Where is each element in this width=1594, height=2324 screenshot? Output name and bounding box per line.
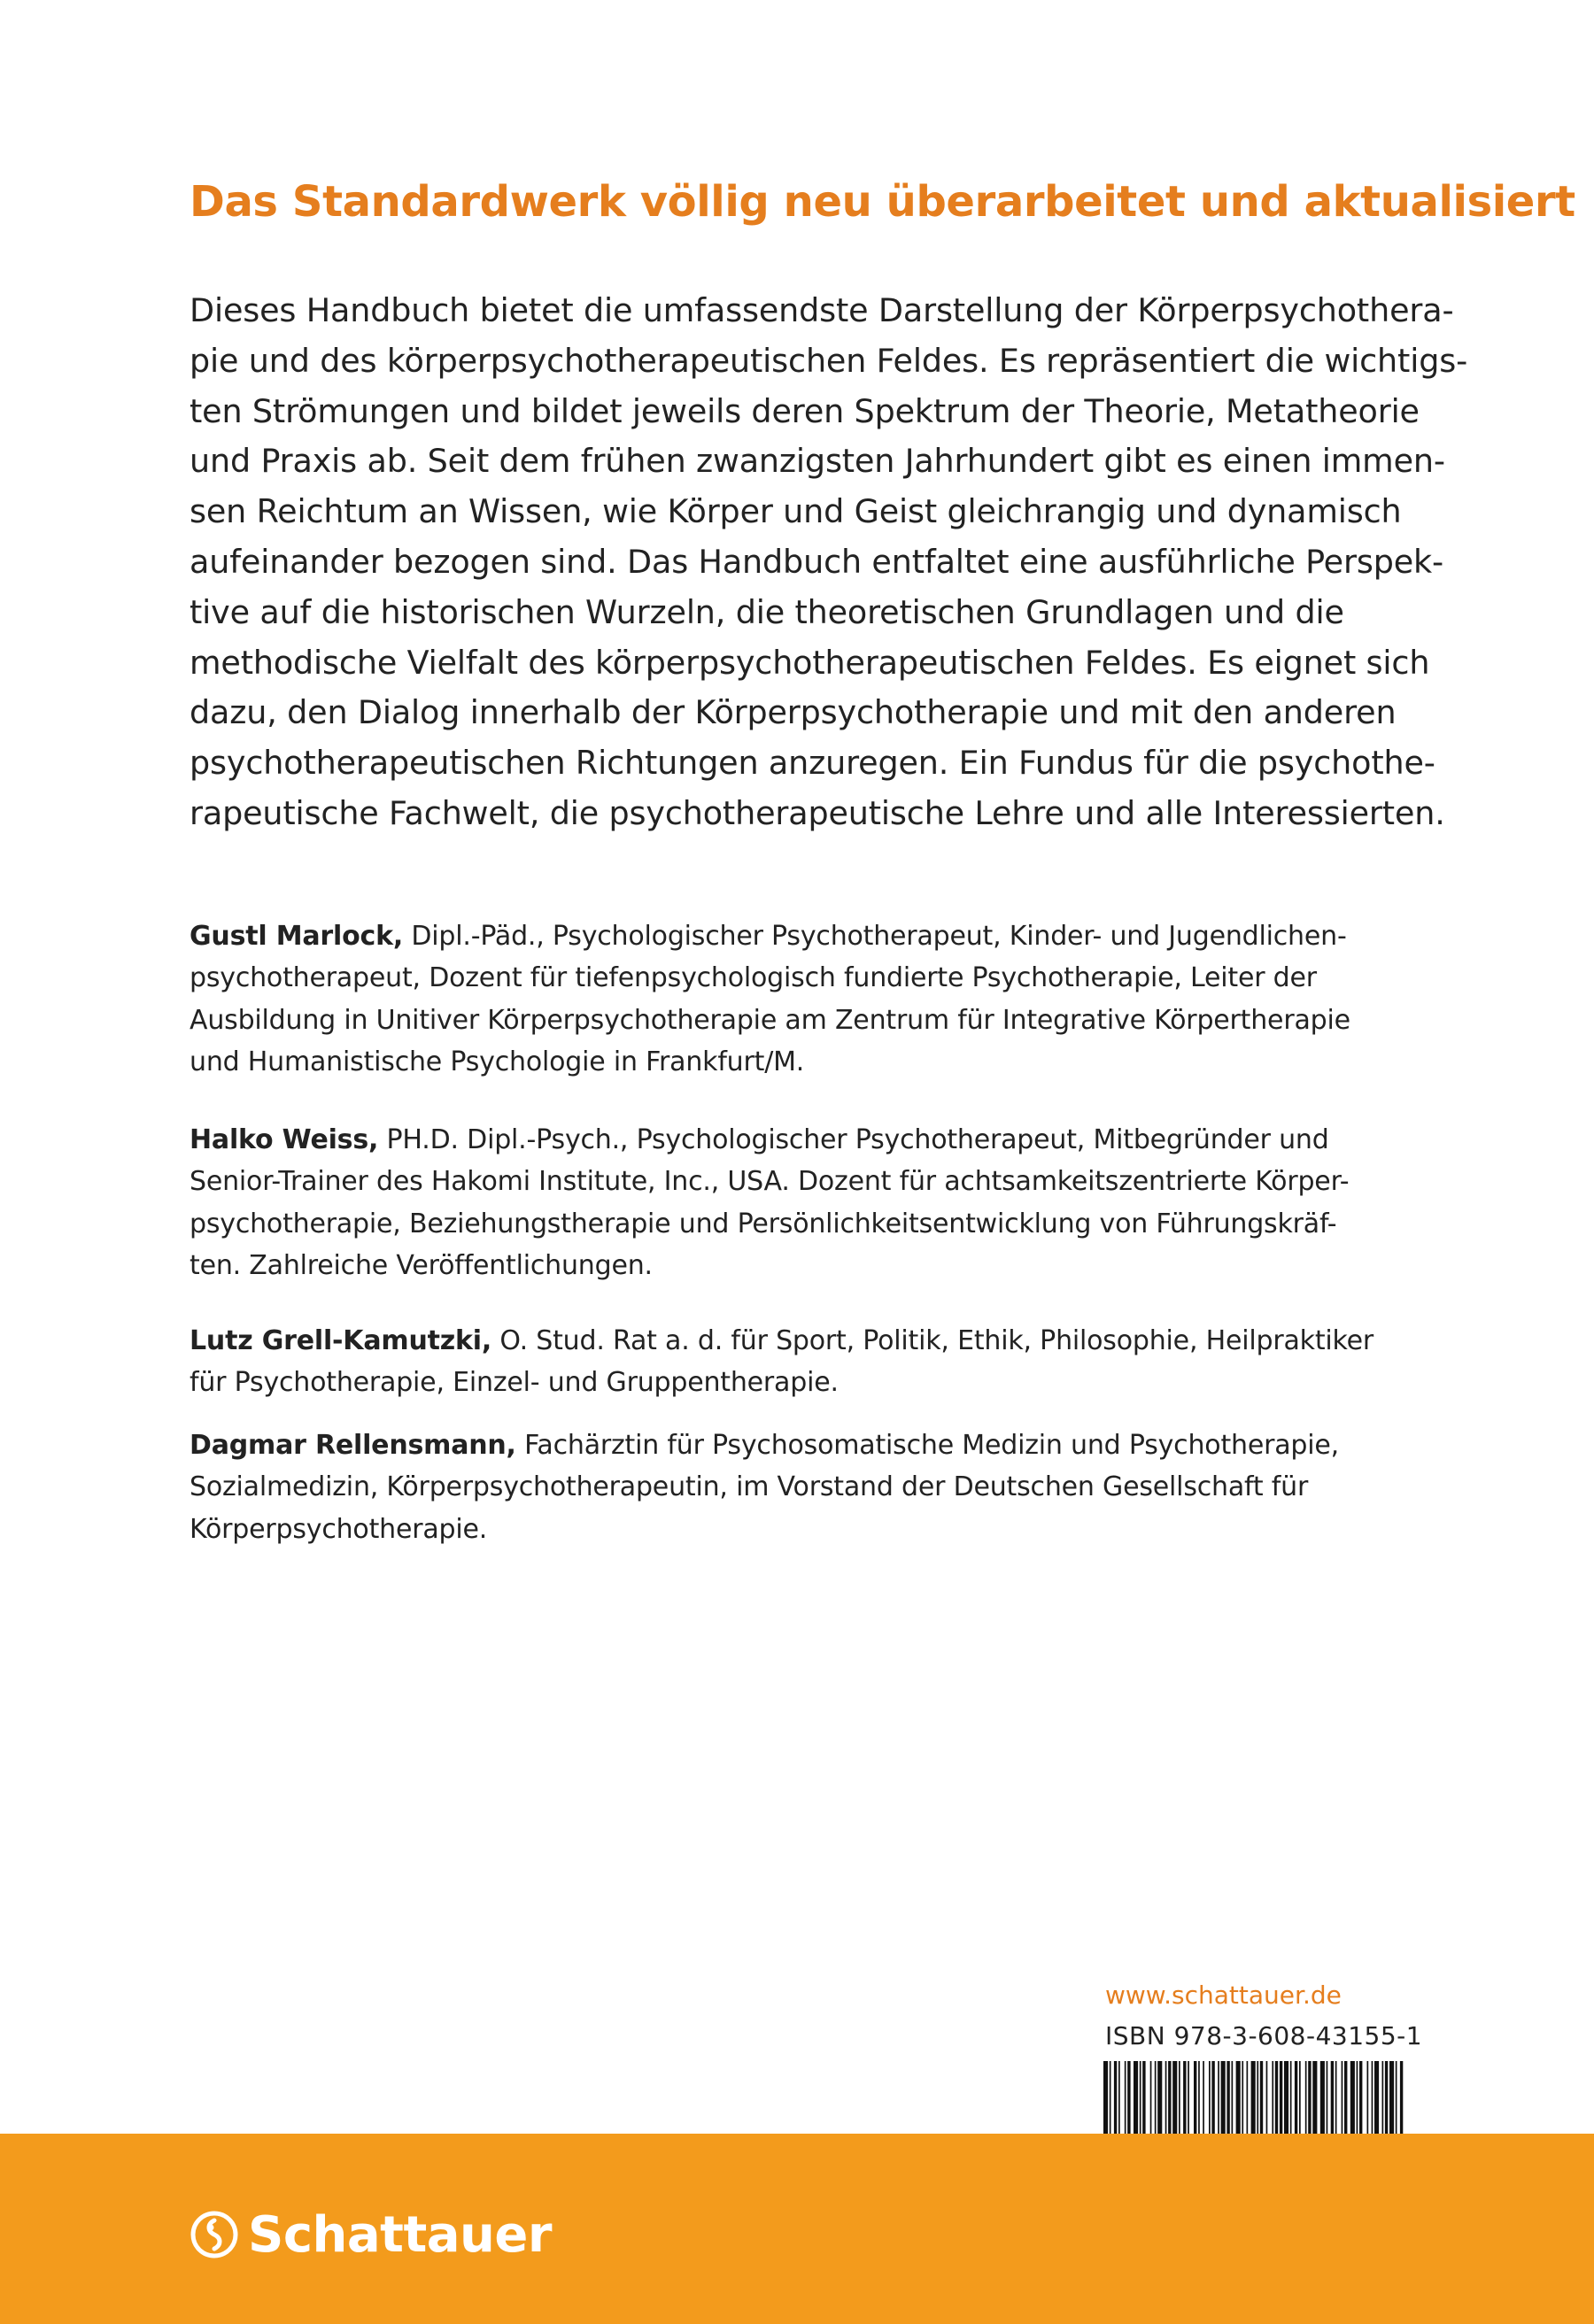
barcode-bar xyxy=(1127,2061,1130,2134)
bio-line: psychotherapie, Beziehungstherapie und Persönlichkeitsentwicklung von Führungskräf- xyxy=(190,1208,1337,1239)
barcode-bar xyxy=(1350,2061,1355,2134)
barcode-bar xyxy=(1344,2061,1347,2134)
bio-text: Dipl.-Päd., Psychologischer Psychotherapeut, Kinder- und Jugendlichen- xyxy=(403,921,1347,952)
bio-text: O. Stud. Rat a. d. für Sport, Politik, Ethik, Philosophie, Heilpraktiker xyxy=(491,1325,1374,1356)
barcode-bar xyxy=(1284,2061,1288,2134)
author-bio xyxy=(190,1320,1373,1404)
barcode-bar xyxy=(1295,2061,1297,2134)
barcode-bar xyxy=(1150,2061,1152,2134)
blurb-line: aufeinander bezogen sind. Das Handbuch entfaltet eine ausführliche Perspek- xyxy=(190,542,1444,581)
barcode xyxy=(1103,2061,1404,2134)
bio-line: Körperpsychotherapie. xyxy=(190,1513,488,1545)
isbn: ISBN 978-3-608-43155-1 xyxy=(1105,2021,1423,2050)
barcode-bar xyxy=(1305,2061,1307,2134)
barcode-bar xyxy=(1194,2061,1196,2134)
barcode-bar xyxy=(1103,2061,1108,2134)
schattauer-logo-icon xyxy=(190,2210,239,2259)
barcode-bar xyxy=(1290,2061,1292,2134)
barcode-bar xyxy=(1168,2061,1171,2134)
barcode-bar xyxy=(1385,2061,1388,2134)
barcode-bar xyxy=(1155,2061,1157,2134)
blurb-line: Dieses Handbuch bietet die umfassendste Darstellung der Körperpsychothera- xyxy=(190,291,1454,329)
blurb-line: rapeutische Fachwelt, die psychotherapeutische Lehre und alle Interessierten. xyxy=(190,793,1445,832)
barcode-bar xyxy=(1118,2061,1120,2134)
barcode-bar xyxy=(1331,2061,1334,2134)
author-name: Halko Weiss, xyxy=(190,1124,379,1155)
barcode-bar xyxy=(1110,2061,1111,2134)
barcode-bar xyxy=(1209,2061,1211,2134)
barcode-bar xyxy=(1367,2061,1369,2134)
barcode-bar xyxy=(1179,2061,1180,2134)
barcode-bar xyxy=(1211,2061,1214,2134)
barcode-bar xyxy=(1257,2061,1258,2134)
barcode-bar xyxy=(1142,2061,1145,2134)
barcode-bar xyxy=(1221,2061,1226,2134)
blurb-line: methodische Vielfalt des körperpsychotherapeutischen Feldes. Es eignet sich xyxy=(190,643,1430,682)
barcode-bar xyxy=(1372,2061,1373,2134)
barcode-bar xyxy=(1400,2061,1403,2134)
barcode-bar xyxy=(1266,2061,1268,2134)
barcode-bar xyxy=(1251,2061,1256,2134)
barcode-bar xyxy=(1335,2061,1337,2134)
barcode-bar xyxy=(1359,2061,1362,2134)
barcode-bar xyxy=(1374,2061,1379,2134)
bio-line: Ausbildung in Unitiver Körperpsychotherapie am Zentrum für Integrative Körpertherapie xyxy=(190,1004,1350,1036)
bio-line: ten. Zahlreiche Veröffentlichungen. xyxy=(190,1249,653,1281)
barcode-bar xyxy=(1232,2061,1234,2134)
barcode-bar xyxy=(1203,2061,1204,2134)
author-name: Lutz Grell-Kamutzki, xyxy=(190,1325,492,1356)
author-bio xyxy=(190,915,1350,1083)
publisher-band xyxy=(0,2134,1594,2324)
barcode-bar xyxy=(1140,2061,1141,2134)
author-name: Dagmar Rellensmann, xyxy=(190,1430,516,1461)
barcode-bar xyxy=(1327,2061,1328,2134)
bio-line: und Humanistische Psychologie in Frankfurt/M. xyxy=(190,1046,805,1077)
barcode-bar xyxy=(1198,2061,1200,2134)
barcode-bar xyxy=(1308,2061,1311,2134)
publisher-logo xyxy=(190,2204,552,2265)
barcode-bar xyxy=(1396,2061,1397,2134)
barcode-bar xyxy=(1299,2061,1301,2134)
barcode-bar xyxy=(1247,2061,1249,2134)
barcode-bar xyxy=(1183,2061,1186,2134)
blurb-line: psychotherapeutischen Richtungen anzuregen. Ein Fundus für die psychothe- xyxy=(190,744,1435,783)
barcode-bar xyxy=(1312,2061,1317,2134)
bio-text: Fachärztin für Psychosomatische Medizin und Psychotherapie, xyxy=(515,1430,1339,1461)
barcode-bar xyxy=(1272,2061,1273,2134)
publisher-name: Schattauer xyxy=(248,2205,552,2264)
barcode-bar xyxy=(1242,2061,1243,2134)
blurb-line: ten Strömungen und bildet jeweils deren Spektrum der Theorie, Metatheorie xyxy=(190,391,1420,430)
barcode-bar xyxy=(1275,2061,1278,2134)
barcode-bar xyxy=(1260,2061,1263,2134)
bio-line xyxy=(190,1320,1373,1362)
barcode-bar xyxy=(1188,2061,1189,2134)
barcode-bar xyxy=(1157,2061,1162,2134)
barcode-bar xyxy=(1172,2061,1177,2134)
author-bio xyxy=(190,1119,1349,1286)
author-bio xyxy=(190,1425,1339,1550)
barcode-bar xyxy=(1382,2061,1384,2134)
barcode-bar xyxy=(1134,2061,1138,2134)
barcode-bar xyxy=(1114,2061,1117,2134)
barcode-bar xyxy=(1342,2061,1343,2134)
blurb-line: sen Reichtum an Wissen, wie Körper und Geist gleichrangig und dynamisch xyxy=(190,492,1402,531)
blurb-line: und Praxis ab. Seit dem frühen zwanzigsten Jahrhundert gibt es einen immen- xyxy=(190,442,1445,481)
barcode-bar xyxy=(1125,2061,1126,2134)
barcode-bar xyxy=(1280,2061,1282,2134)
barcode-bar xyxy=(1236,2061,1241,2134)
headline: Das Standardwerk völlig neu überarbeitet und aktualisiert xyxy=(190,177,1575,227)
author-name: Gustl Marlock, xyxy=(190,921,404,952)
bio-line xyxy=(190,1425,1339,1466)
bio-text: PH.D. Dipl.-Psych., Psychologischer Psychotherapeut, Mitbegründer und xyxy=(378,1124,1329,1155)
publisher-website-link[interactable]: www.schattauer.de xyxy=(1105,1980,1342,2010)
bio-line: Sozialmedizin, Körperpsychotherapeutin, im Vorstand der Deutschen Gesellschaft für xyxy=(190,1471,1309,1503)
barcode-bar xyxy=(1218,2061,1219,2134)
barcode-bar xyxy=(1389,2061,1394,2134)
bio-line: Senior-Trainer des Hakomi Institute, Inc., USA. Dozent für achtsamkeitszentrierte Körper- xyxy=(190,1166,1350,1198)
barcode-bar xyxy=(1320,2061,1325,2134)
barcode-bar xyxy=(1165,2061,1167,2134)
barcode-bar xyxy=(1357,2061,1358,2134)
blurb-line: tive auf die historischen Wurzeln, die theoretischen Grundlagen und die xyxy=(190,592,1344,631)
blurb-line: dazu, den Dialog innerhalb der Körperpsychotherapie und mit den anderen xyxy=(190,693,1397,732)
blurb-line: pie und des körperpsychotherapeutischen Feldes. Es repräsentiert die wichtigs- xyxy=(190,341,1468,380)
bio-line: psychotherapeut, Dozent für tiefenpsychologisch fundierte Psychotherapie, Leiter der xyxy=(190,962,1317,994)
bio-line: für Psychotherapie, Einzel- und Gruppentherapie. xyxy=(190,1367,839,1399)
bio-line xyxy=(190,1119,1349,1161)
barcode-bar xyxy=(1226,2061,1229,2134)
blurb xyxy=(190,286,1468,839)
bio-line xyxy=(190,915,1350,957)
